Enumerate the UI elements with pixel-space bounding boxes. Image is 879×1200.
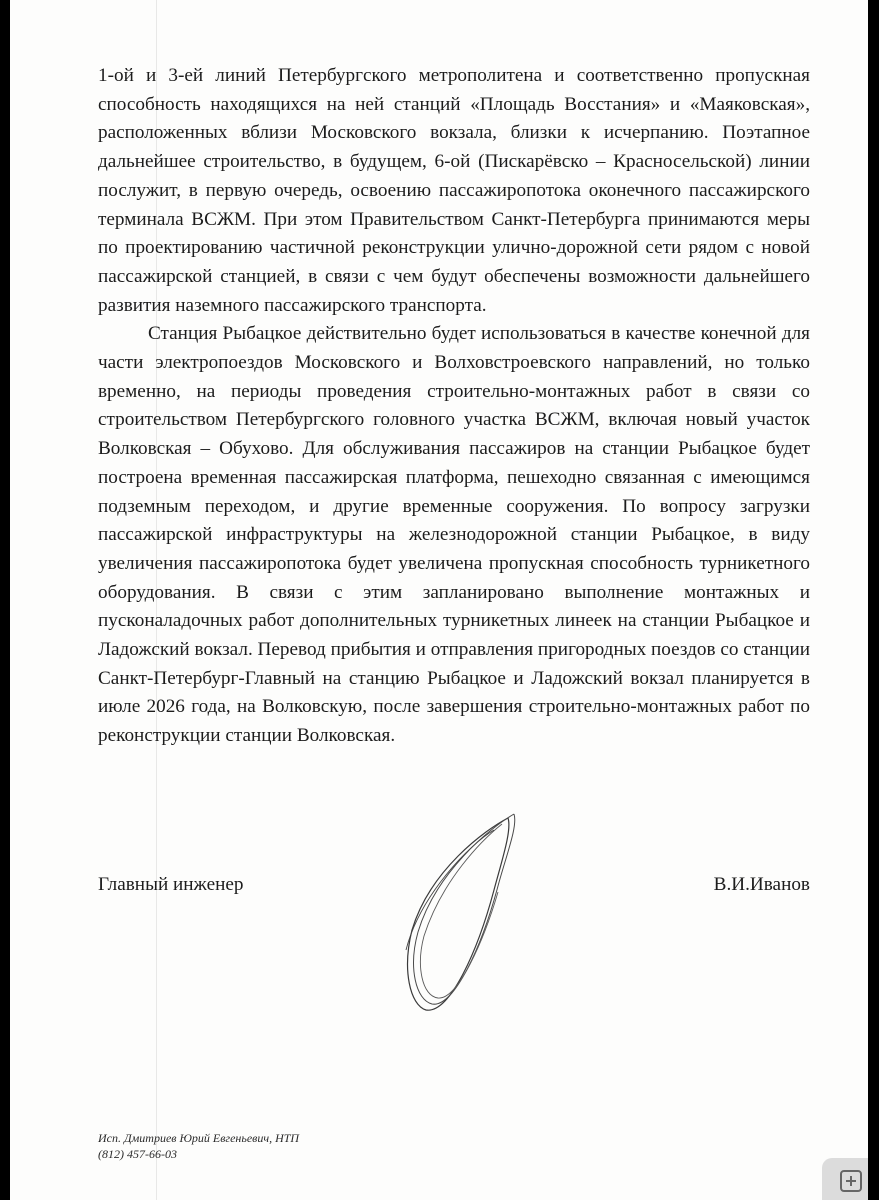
executor-name: Исп. Дмитриев Юрий Евгеньевич, НТП [98, 1131, 300, 1145]
signature-icon [390, 800, 530, 1020]
page-corner-icon[interactable] [822, 1158, 868, 1200]
signatory-title: Главный инженер [98, 874, 244, 895]
paragraph-2: Станция Рыбацкое действительно будет использоваться в качестве конечной для части электропоездов Московского и Волховстроевского направлений, но только временно, на периоды проведения строительно-монтажных работ в связи со строительством Петербургского головного участка ВСЖМ, включая новый участок Волковская – Обухово. Для обслуживания пассажиров на станции Рыбацкое будет построена временная пассажирская платформа, пешеходно связанная с имеющимся подземным переходом, и другие временные сооружения. По вопросу загрузки пассажирской инфраструктуры на железнодорожной станции Рыбацкое, в виду увеличения пассажиропотока будет увеличена пропускная способность турникетного оборудования. В связи с этим запланировано выполнение монтажных и пусконаладочных работ дополнительных турникетных линеек на станции Рыбацкое и Ладожский вокзал. Перевод прибытия и отправления пригородных поездов со станции Санкт-Петербург-Главный на станцию Рыбацкое и Ладожский вокзал планируется в июле 2026 года, на Волковскую, после завершения строительно-монтажных работ по реконструкции станции Волковская. [98, 323, 810, 747]
signatory-name: В.И.Иванов [713, 874, 810, 895]
paragraph-1: 1-ой и 3-ей линий Петербургского метрополитена и соответственно пропускная способность находящихся на ней станций «Площадь Восстания» и «Маяковская», расположенных вблизи Московского вокзала, близки к исчерпанию. Поэтапное дальнейшее строительство, в будущем, 6-ой (Пискарёвско – Красносельской) линии послужит, в первую очередь, освоению пассажиропотока оконечного пассажирского терминала ВСЖМ. При этом Правительством Санкт-Петербурга принимаются меры по проектированию частичной реконструкции улично-дорожной сети рядом с новой пассажирской станцией, в связи с чем будут обеспечены возможности дальнейшего развития наземного пассажирского транспорта. [98, 65, 810, 316]
letter-body [98, 62, 810, 751]
fold-corner-icon [838, 1168, 864, 1194]
executor-phone: (812) 457-66-03 [98, 1147, 177, 1161]
executor-info [98, 1130, 299, 1162]
document-page [10, 0, 868, 1200]
